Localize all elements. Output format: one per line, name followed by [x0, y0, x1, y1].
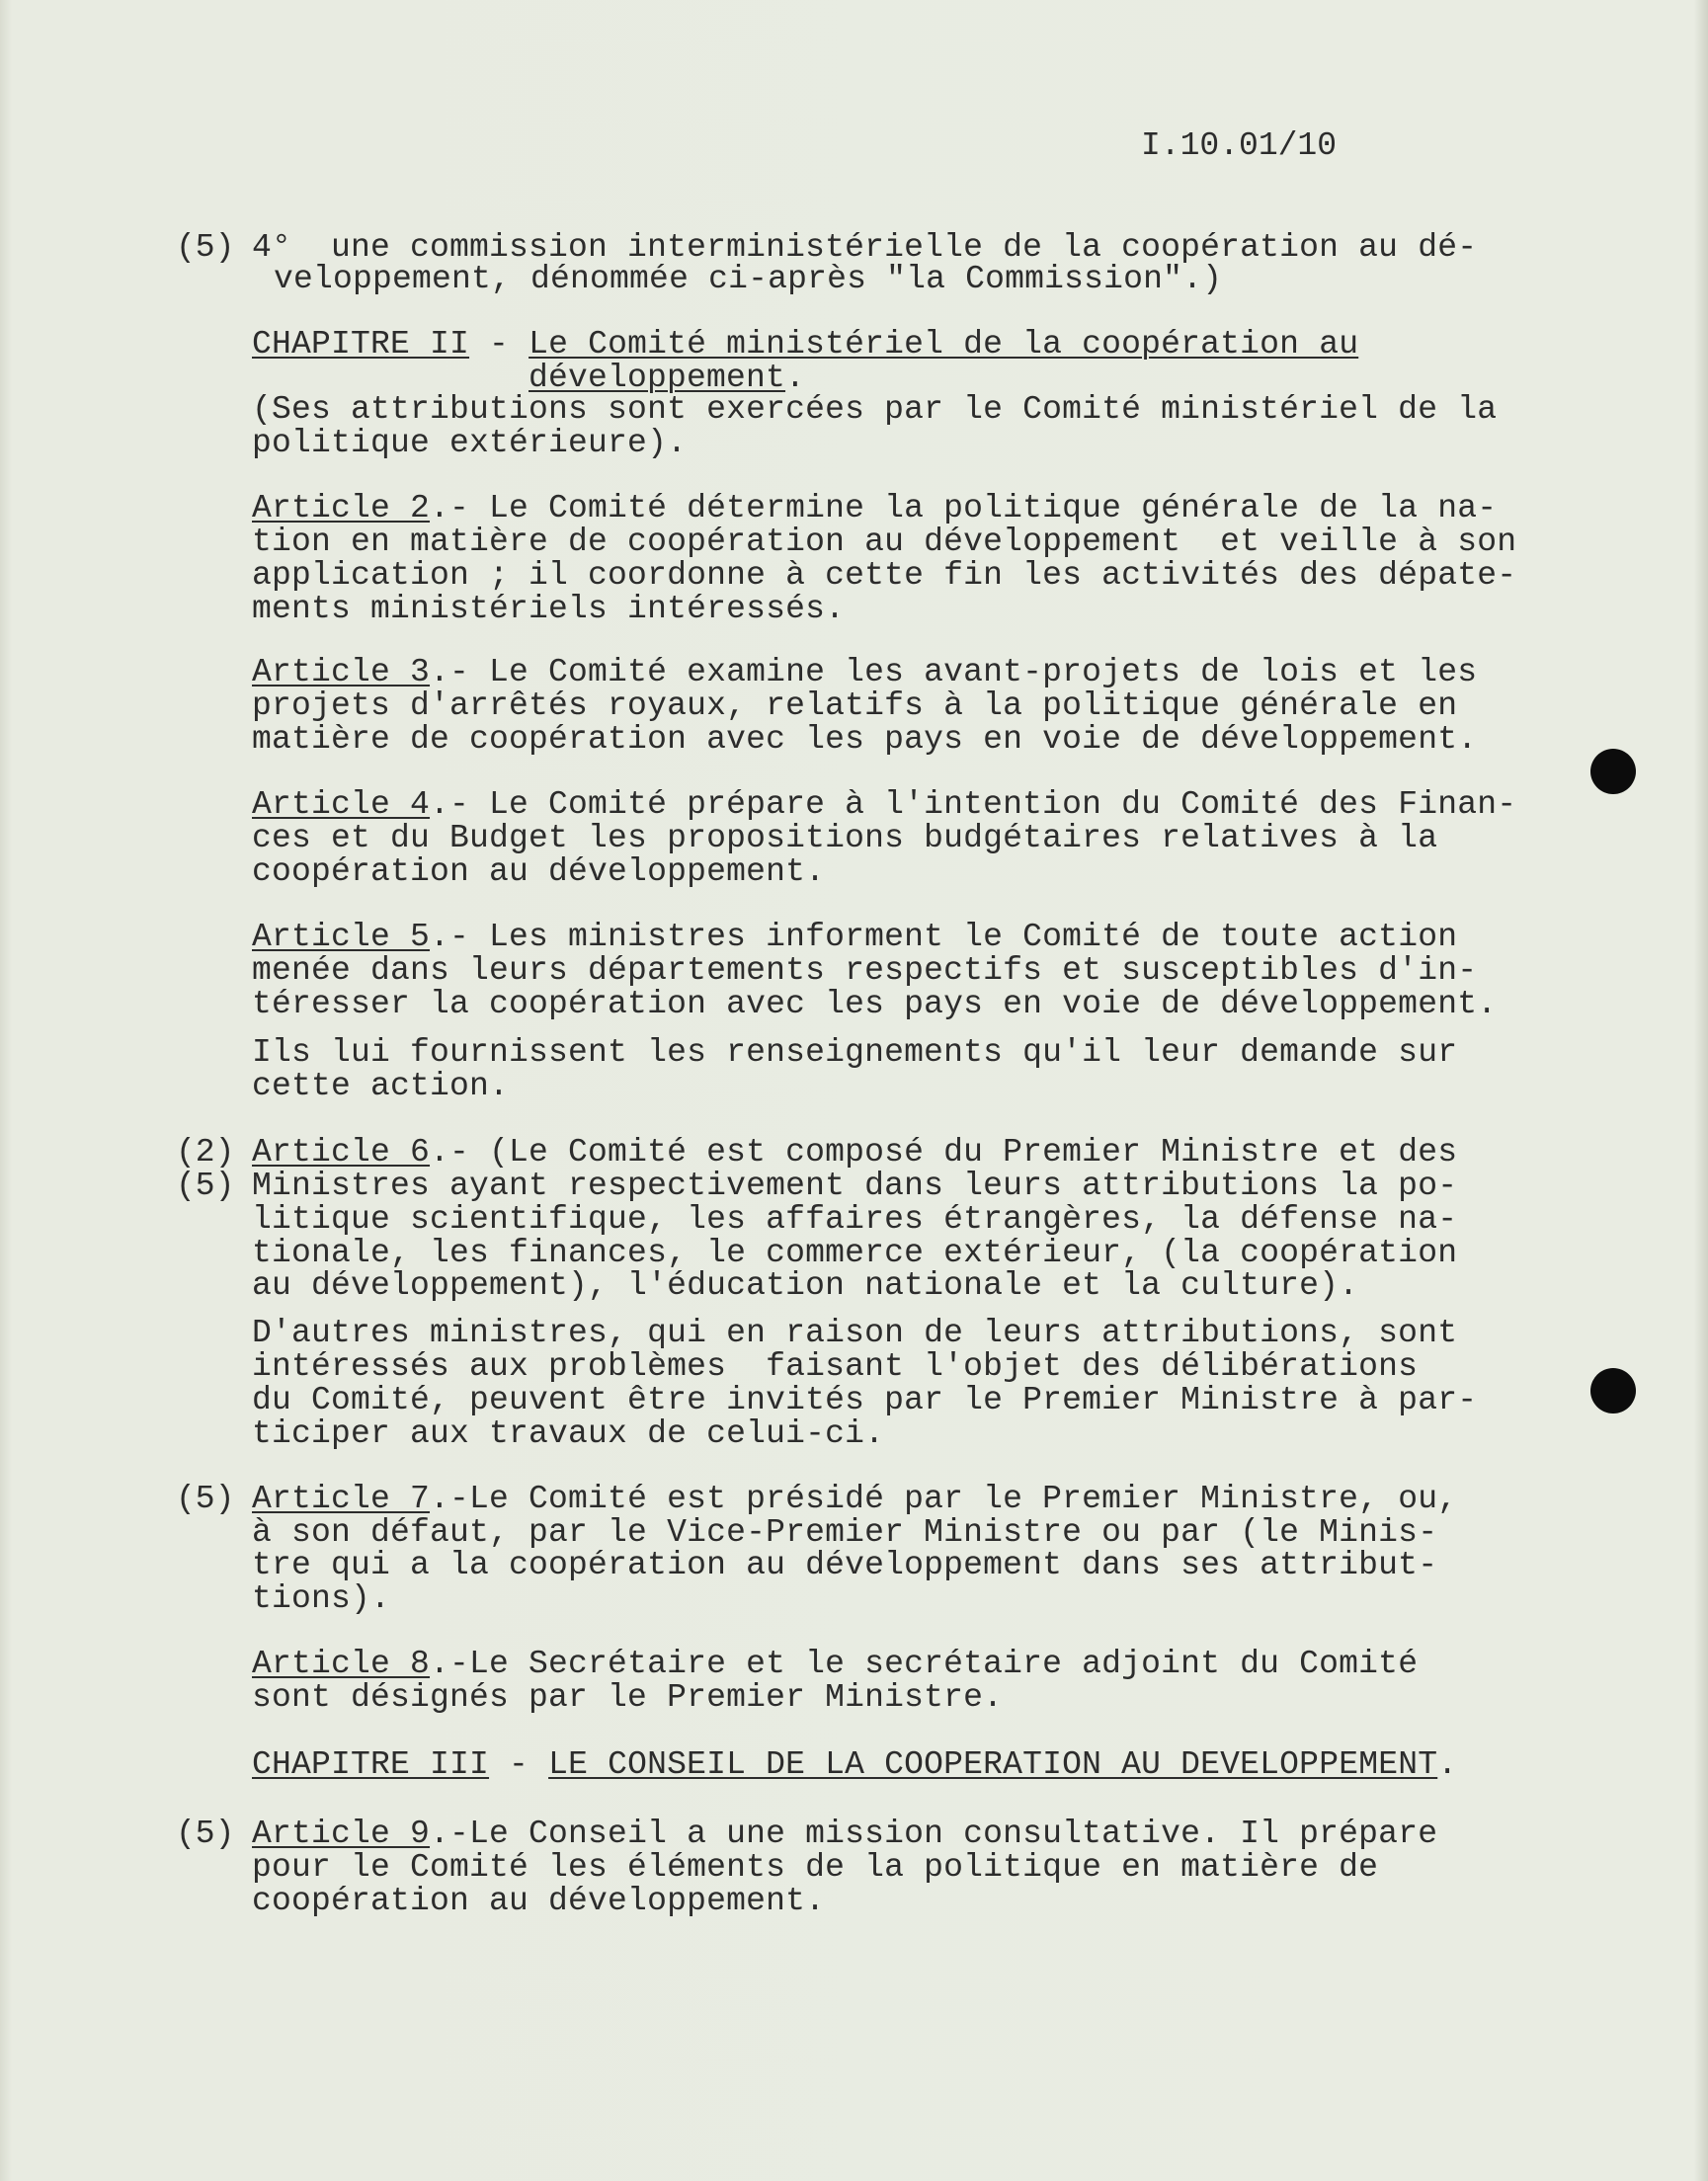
text-line: [252, 1350, 1418, 1384]
text-line: [252, 1070, 509, 1103]
text-line: [252, 1384, 1477, 1417]
text-segment: cette action.: [252, 1068, 510, 1104]
text-line: [252, 525, 1516, 559]
text-line: [252, 788, 1516, 822]
text-line: [252, 1681, 1003, 1715]
underlined-heading: Article 6: [252, 1134, 431, 1171]
text-line: [252, 1036, 1457, 1070]
text-segment: .- (Le Comité est composé du Premier Ministre et des: [430, 1134, 1458, 1171]
underlined-heading: Article 7: [252, 1481, 431, 1517]
text-line: [252, 1170, 1457, 1203]
punch-hole: [1590, 749, 1636, 794]
underlined-heading: Article 9: [252, 1816, 431, 1852]
text-line: [252, 328, 1358, 362]
text-segment: (Ses attributions sont exercées par le Comité ministériel de la: [252, 391, 1498, 428]
text-line: [252, 593, 845, 626]
text-line: [252, 1317, 1457, 1350]
text-segment: Ils lui fournissent les renseignements qu'il leur demande sur: [252, 1034, 1458, 1071]
text-segment: .: [1437, 1746, 1458, 1783]
text-segment: tion en matière de coopération au développement et veille à son: [252, 524, 1517, 560]
text-segment: coopération au développement.: [252, 853, 826, 890]
text-segment: sont désignés par le Premier Ministre.: [252, 1679, 1004, 1716]
text-line: [252, 988, 1497, 1021]
margin-note: (5): [176, 229, 235, 266]
text-segment: au développement), l'éducation nationale et la culture).: [252, 1267, 1359, 1304]
text-line: [252, 1136, 1457, 1170]
underlined-heading: développement: [529, 360, 786, 396]
text-line: [252, 1885, 825, 1918]
text-line: [252, 822, 1437, 855]
text-line: [252, 427, 687, 460]
underlined-heading: Article 4: [252, 786, 431, 823]
margin-note: (5): [176, 1816, 235, 1852]
underlined-heading: Article 3: [252, 654, 431, 690]
text-line: [529, 362, 805, 395]
text-segment: -: [489, 1746, 549, 1783]
text-segment: téresser la coopération avec les pays en voie de développement.: [252, 986, 1498, 1022]
text-line: [252, 492, 1497, 525]
text-line: [252, 1203, 1457, 1237]
text-segment: coopération au développement.: [252, 1883, 826, 1919]
text-line: [252, 231, 1477, 265]
text-line: [252, 559, 1516, 593]
text-segment: tre qui a la coopération au développement dans ses attribut-: [252, 1547, 1438, 1583]
document-reference: I.10.01/10: [1141, 127, 1338, 164]
text-segment: .- Le Comité examine les avant-projets de lois et les: [430, 654, 1478, 690]
text-line: [274, 263, 1222, 296]
text-line: [252, 1648, 1418, 1681]
text-segment: application ; il coordonne à cette fin les activités des dépate-: [252, 557, 1517, 594]
underlined-heading: Article 8: [252, 1646, 431, 1682]
margin-note: (5): [176, 1168, 235, 1204]
text-line: [252, 1269, 1358, 1303]
text-segment: ticiper aux travaux de celui-ci.: [252, 1415, 885, 1452]
text-line: [252, 1748, 1457, 1782]
text-segment: .-Le Comité est présidé par le Premier Ministre, ou,: [430, 1481, 1458, 1517]
text-line: [252, 1582, 390, 1616]
text-line: [252, 1851, 1378, 1885]
text-line: [252, 1549, 1437, 1582]
underlined-heading: CHAPITRE III: [252, 1746, 490, 1783]
text-segment: tionale, les finances, le commerce extérieur, (la coopération: [252, 1235, 1458, 1271]
text-segment: .- Le Comité détermine la politique générale de la na-: [430, 490, 1498, 526]
underlined-heading: Article 5: [252, 919, 431, 955]
text-line: [252, 921, 1457, 954]
text-line: [252, 689, 1457, 723]
text-line: [252, 656, 1477, 689]
text-line: [252, 1516, 1437, 1550]
text-segment: .-Le Conseil a une mission consultative. Il prépare: [430, 1816, 1438, 1852]
text-segment: tions).: [252, 1580, 391, 1617]
text-line: [252, 1483, 1457, 1516]
text-line: [252, 1417, 884, 1451]
underlined-heading: LE CONSEIL DE LA COOPERATION AU DEVELOPPEMENT: [548, 1746, 1438, 1783]
underlined-heading: CHAPITRE II: [252, 326, 470, 363]
text-segment: à son défaut, par le Vice-Premier Ministre ou par (le Minis-: [252, 1514, 1438, 1551]
text-line: [252, 1237, 1457, 1270]
underlined-heading: Article 2: [252, 490, 431, 526]
margin-note: (2): [176, 1134, 235, 1171]
text-segment: ces et du Budget les propositions budgétaires relatives à la: [252, 820, 1438, 856]
text-segment: .: [785, 360, 806, 396]
text-segment: litique scientifique, les affaires étrangères, la défense na-: [252, 1201, 1458, 1238]
underlined-heading: Le Comité ministériel de la coopération au: [529, 326, 1359, 363]
text-line: [252, 954, 1477, 988]
text-segment: .- Les ministres informent le Comité de toute action: [430, 919, 1458, 955]
text-segment: menée dans leurs départements respectifs et susceptibles d'in-: [252, 952, 1478, 989]
text-segment: du Comité, peuvent être invités par le Premier Ministre à par-: [252, 1382, 1478, 1418]
text-segment: politique extérieure).: [252, 425, 688, 461]
text-segment: 4° une commission interministérielle de la coopération au dé-: [252, 229, 1478, 266]
text-segment: projets d'arrêtés royaux, relatifs à la politique générale en: [252, 687, 1458, 724]
text-segment: D'autres ministres, qui en raison de leurs attributions, sont: [252, 1315, 1458, 1351]
text-segment: ments ministériels intéressés.: [252, 591, 846, 627]
punch-hole: [1590, 1368, 1636, 1414]
text-line: [252, 855, 825, 889]
text-segment: intéressés aux problèmes faisant l'objet des délibérations: [252, 1348, 1419, 1385]
text-segment: .-Le Secrétaire et le secrétaire adjoint du Comité: [430, 1646, 1419, 1682]
text-segment: Ministres ayant respectivement dans leurs attributions la po-: [252, 1168, 1458, 1204]
text-line: [252, 1818, 1437, 1851]
text-segment: -: [469, 326, 529, 363]
text-segment: veloppement, dénommée ci-après "la Commission".): [274, 261, 1223, 297]
margin-note: (5): [176, 1481, 235, 1517]
text-line: [252, 393, 1497, 427]
text-segment: matière de coopération avec les pays en voie de développement.: [252, 721, 1478, 758]
text-segment: .- Le Comité prépare à l'intention du Comité des Finan-: [430, 786, 1517, 823]
text-segment: pour le Comité les éléments de la politique en matière de: [252, 1849, 1379, 1886]
text-line: [252, 723, 1477, 757]
